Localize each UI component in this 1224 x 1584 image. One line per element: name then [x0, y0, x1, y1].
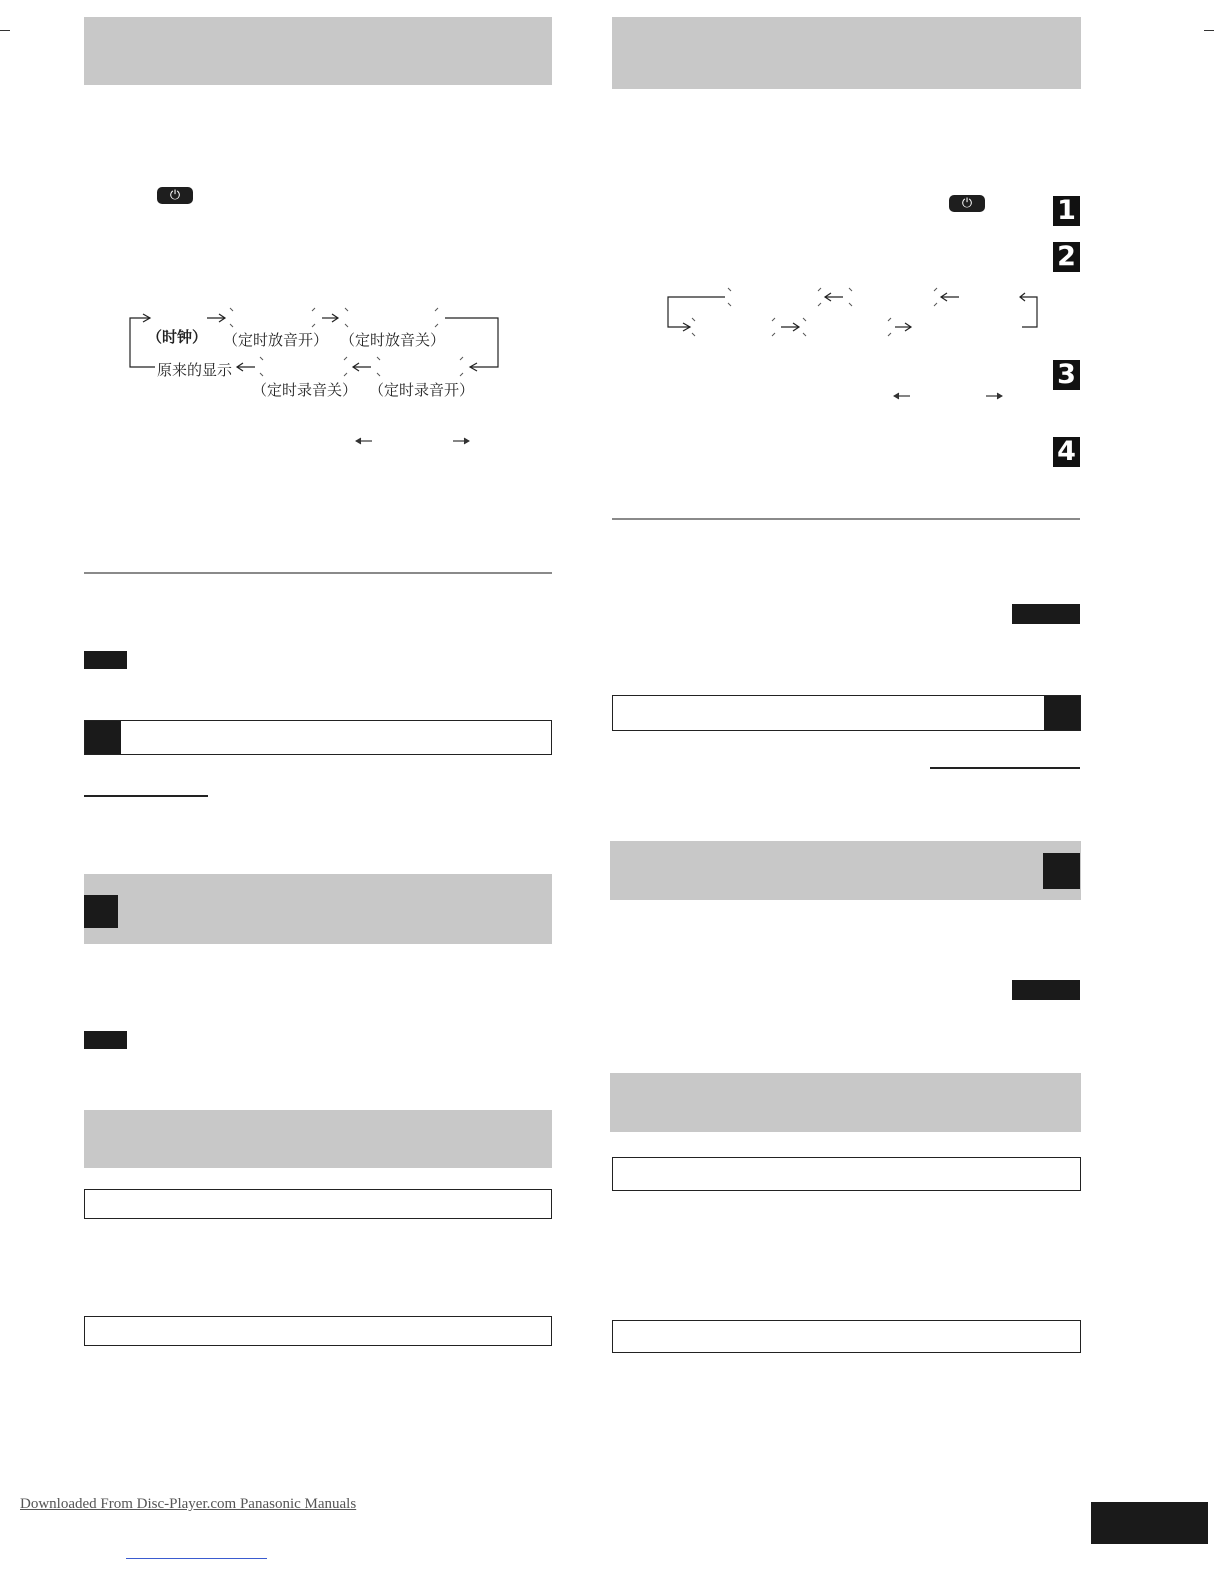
label-timer-play-off: （定时放音关） — [340, 331, 446, 349]
label-clock: （时钟） — [147, 328, 208, 346]
note-label-2 — [84, 1031, 127, 1049]
right-boxed-row-2 — [612, 1320, 1081, 1353]
crop-mark-right — [1204, 30, 1214, 31]
forward-arrow-icon — [984, 392, 1004, 400]
right-divider — [612, 518, 1080, 520]
label-timer-play-on: （定时放音开） — [223, 331, 329, 349]
boxed-heading-marker — [1044, 696, 1080, 730]
forward-arrow-icon — [451, 437, 471, 445]
label-timer-rec-on: （定时录音开） — [369, 381, 475, 399]
boxed-heading-marker — [85, 721, 121, 754]
left-underline — [84, 795, 208, 797]
power-icon: ⏻ — [169, 188, 181, 203]
rewind-arrow-icon — [892, 392, 912, 400]
left-boxed-row-1 — [84, 1189, 552, 1219]
left-boxed-row-2 — [84, 1316, 552, 1346]
left-divider — [84, 572, 552, 574]
right-boxed-row-1 — [612, 1157, 1081, 1191]
footer-link-underline — [126, 1558, 267, 1559]
power-button — [157, 187, 193, 204]
label-timer-rec-off: （定时录音关） — [252, 381, 358, 399]
right-underline — [930, 767, 1080, 769]
step-2-badge: 2 — [1053, 242, 1080, 272]
right-timer-cycle-diagram — [665, 285, 1045, 340]
left-section-header-3 — [84, 1110, 552, 1168]
power-icon: ⏻ — [961, 196, 973, 211]
right-label-block-1 — [1012, 604, 1080, 624]
crop-mark-left — [0, 30, 10, 31]
step-4-badge: 4 — [1053, 437, 1080, 467]
left-section-header — [84, 17, 552, 85]
footer-source-link[interactable]: Downloaded From Disc-Player.com Panasonic Manuals — [20, 1496, 357, 1512]
right-section-header-2 — [610, 841, 1081, 900]
step-3-badge: 3 — [1053, 360, 1080, 390]
left-section-header-2 — [84, 874, 552, 944]
right-section-header-3 — [610, 1073, 1081, 1132]
timer-cycle-diagram — [125, 300, 505, 400]
right-label-block-2 — [1012, 980, 1080, 1000]
page-number-block — [1091, 1502, 1208, 1544]
step-1-badge: 1 — [1053, 196, 1080, 226]
power-button-right — [949, 195, 985, 212]
label-original-display: 原来的显示 — [157, 361, 233, 379]
section-marker — [1043, 853, 1080, 889]
right-section-header — [612, 17, 1081, 89]
note-label-1 — [84, 651, 127, 669]
section-marker — [84, 895, 118, 928]
left-boxed-heading-1 — [84, 720, 552, 755]
rewind-arrow-icon — [354, 437, 374, 445]
right-boxed-heading-1 — [612, 695, 1081, 731]
